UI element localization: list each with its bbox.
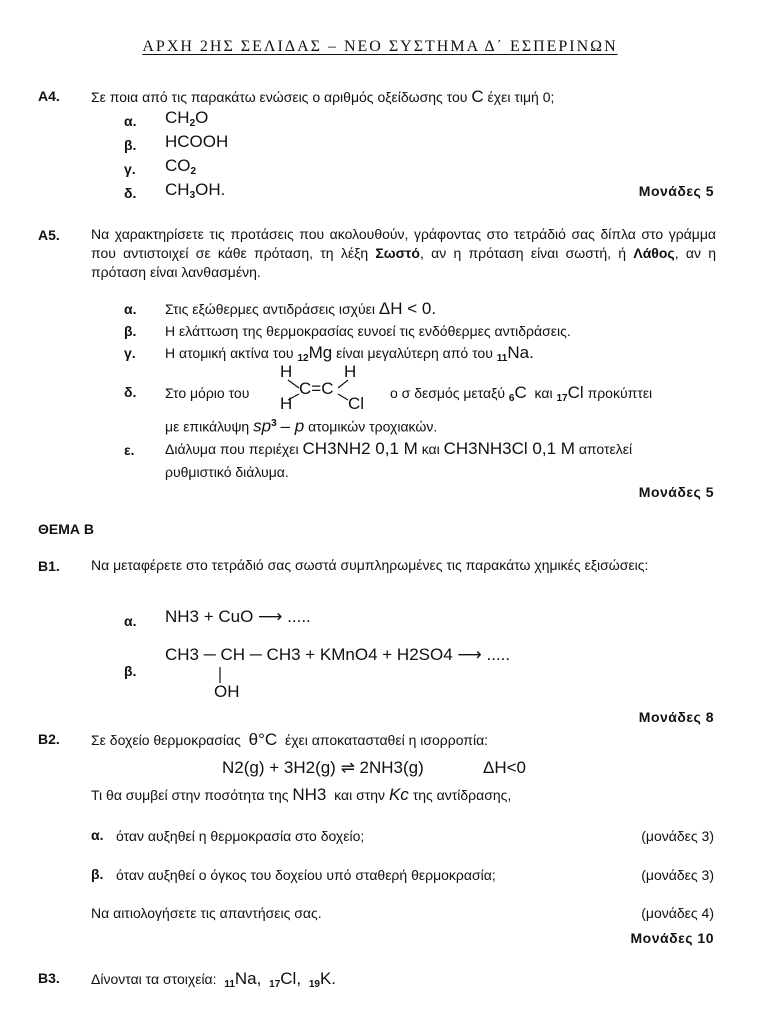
justify-instruction: Να αιτιολογήσετε τις απαντήσεις σας. bbox=[91, 905, 322, 921]
item-letter: β. bbox=[91, 866, 104, 882]
option-letter: δ. bbox=[124, 185, 137, 201]
item-a5-gamma: Η ατομική ακτίνα του $_{12}$Mg είναι μεγαλύτερη από του $_{11}$Na. bbox=[165, 343, 534, 364]
option-letter: α. bbox=[124, 113, 137, 129]
equilibrium-equation: N2(g) + 3H2(g) ⇌ 2NH3(g) bbox=[222, 758, 424, 777]
equation-b1-beta: CH3 ─ CH ─ CH3 + KMnO4 + H2SO4 ⟶ ..... bbox=[165, 645, 511, 664]
marks-b2: Μονάδες 10 bbox=[630, 930, 714, 946]
question-a5-intro: Να χαρακτηρίσετε τις προτάσεις που ακολουθούν, γράφοντας στο τετράδιό σας δίπλα στο γράμμα που αντιστοιχεί σε κάθε πρόταση, τη λέξη Σωστό, αν η πρόταση είναι σωστή, ή Λάθος, αν η πρόταση είναι λανθασμένη. bbox=[91, 226, 716, 280]
item-letter: α. bbox=[124, 613, 137, 629]
option-letter: β. bbox=[124, 137, 137, 153]
item-letter: γ. bbox=[124, 345, 136, 361]
marks-a4: Μονάδες 5 bbox=[638, 183, 714, 199]
item-a5-alpha: Στις εξώθερμες αντιδράσεις ισχύει ΔH < 0. bbox=[165, 299, 437, 318]
item-a5-delta-cont: ο σ δεσμός μεταξύ $_6$C και $_{17}$Cl προκύπτει bbox=[390, 383, 653, 404]
question-a4: Σε ποια από τις παρακάτω ενώσεις ο αριθμός οξείδωσης του C έχει τιμή 0; bbox=[91, 87, 555, 106]
question-b2-ask: Τι θα συμβεί στην ποσότητα της NH3 και στην Kc της αντίδρασης, bbox=[91, 785, 512, 804]
option-formula: HCOOH bbox=[165, 132, 229, 151]
marks-a5: Μονάδες 5 bbox=[638, 484, 714, 500]
item-a5-delta-line2: με επικάλυψη $sp^3$ – p ατομικών τροχιακών. bbox=[165, 416, 438, 436]
item-letter: β. bbox=[124, 323, 137, 339]
item-b2-alpha: όταν αυξηθεί η θερμοκρασία στο δοχείο; bbox=[116, 828, 365, 844]
question-label-b3: Β3. bbox=[38, 970, 60, 986]
marks-b2-alpha: (μονάδες 3) bbox=[641, 828, 714, 844]
question-b2: Σε δοχείο θερμοκρασίας θ°C έχει αποκατασταθεί η ισορροπία: bbox=[91, 730, 489, 749]
atom-h: H bbox=[344, 362, 357, 381]
question-label-a4: Α4. bbox=[38, 88, 60, 104]
option-letter: γ. bbox=[124, 161, 136, 177]
item-letter: β. bbox=[124, 663, 137, 679]
option-formula: $CO_2$ bbox=[165, 156, 197, 177]
option-formula: $CH_3OH$. bbox=[165, 180, 226, 201]
item-letter: α. bbox=[124, 301, 137, 317]
item-a5-beta: Η ελάττωση της θερμοκρασίας ευνοεί τις ενδόθερμες αντιδράσεις. bbox=[165, 323, 571, 339]
enthalpy-change: ΔH<0 bbox=[483, 758, 527, 777]
question-b1: Να μεταφέρετε στο τετράδιό σας σωστά συμπληρωμένες τις παρακάτω χημικές εξισώσεις: bbox=[91, 557, 649, 573]
question-label-a5: Α5. bbox=[38, 227, 60, 243]
item-a5-epsilon-line2: ρυθμιστικό διάλυμα. bbox=[165, 464, 289, 480]
atom-h: H bbox=[280, 362, 293, 381]
question-label-b2: Β2. bbox=[38, 731, 60, 747]
item-letter: α. bbox=[91, 827, 104, 843]
page-header: ΑΡΧΗ 2ΗΣ ΣΕΛΙΔΑΣ – ΝΕΟ ΣΥΣΤΗΜΑ Δ΄ ΕΣΠΕΡΙΝΩΝ bbox=[142, 38, 618, 55]
item-a5-delta-text: Στο μόριο του bbox=[165, 385, 250, 401]
item-letter: δ. bbox=[124, 384, 137, 400]
double-bond: C=C bbox=[299, 379, 334, 398]
marks-b1: Μονάδες 8 bbox=[638, 709, 714, 725]
atom-cl: Cl bbox=[348, 394, 365, 413]
item-letter: ε. bbox=[124, 442, 135, 458]
question-b3: Δίνονται τα στοιχεία: $_{11}$Na, $_{17}$Cl, $_{19}$K. bbox=[91, 969, 337, 990]
section-title-theme-b: ΘΕΜΑ Β bbox=[38, 521, 94, 537]
atom-h: H bbox=[280, 394, 293, 413]
marks-b2-beta: (μονάδες 3) bbox=[641, 867, 714, 883]
item-b2-beta: όταν αυξηθεί ο όγκος του δοχείου υπό σταθερή θερμοκρασία; bbox=[116, 867, 496, 883]
question-label-b1: Β1. bbox=[38, 558, 60, 574]
item-a5-epsilon: Διάλυμα που περιέχει CH3NH2 0,1 M και CH3NH3Cl 0,1 M αποτελεί bbox=[165, 439, 633, 458]
option-formula: $CH_2O$ bbox=[165, 108, 209, 129]
equation-b1-alpha: NH3 + CuO ⟶ ..... bbox=[165, 607, 311, 626]
marks-b2-justify: (μονάδες 4) bbox=[641, 905, 714, 921]
group-oh: OH bbox=[214, 682, 240, 701]
